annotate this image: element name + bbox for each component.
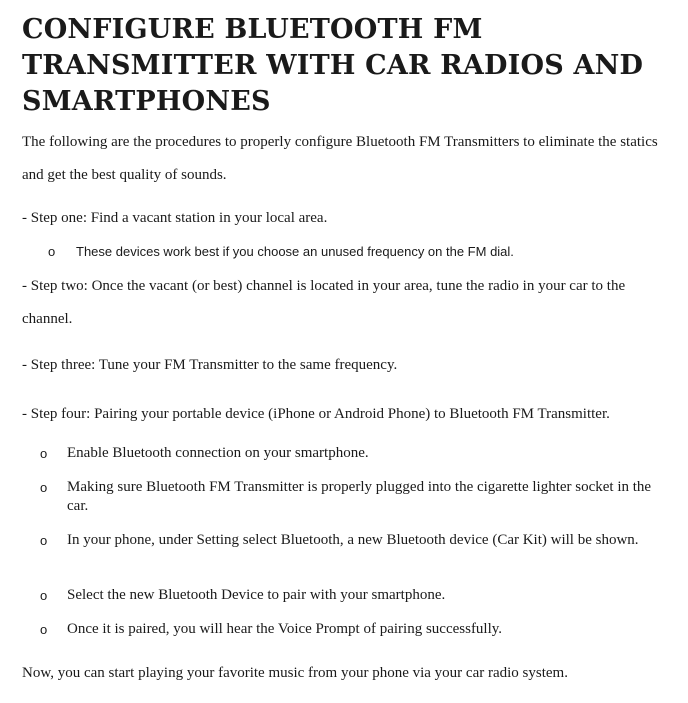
step-one-bullet-text: These devices work best if you choose an unused frequency on the FM dial.	[76, 244, 514, 259]
list-item-text: Enable Bluetooth connection on your smartphone.	[67, 445, 369, 461]
list-item-text: In your phone, under Setting select Bluetooth, a new Bluetooth device (Car Kit) will be shown.	[67, 532, 639, 548]
bullet-marker: o	[40, 446, 48, 461]
intro-paragraph: The following are the procedures to properly configure Bluetooth FM Transmitters to eliminate the statics and get the best quality of sounds.	[22, 134, 658, 183]
list-item-text: Select the new Bluetooth Device to pair with your smartphone.	[67, 587, 446, 603]
step-one-bullet	[48, 244, 514, 259]
step-four: - Step four: Pairing your portable device (iPhone or Android Phone) to Bluetooth FM Transmitter.	[22, 406, 610, 422]
step-two: - Step two: Once the vacant (or best) channel is located in your area, tune the radio in your car to the channel.	[22, 278, 626, 327]
step-three: - Step three: Tune your FM Transmitter to the same frequency.	[22, 357, 398, 373]
page-title: CONFIGURE BLUETOOTH FM TRANSMITTER WITH CAR RADIOS AND SMARTPHONES	[22, 14, 644, 117]
list-item-text: Making sure Bluetooth FM Transmitter is properly plugged into the cigarette lighter socket in the car.	[67, 479, 652, 514]
bullet-marker: o	[48, 244, 56, 259]
bullet-marker: o	[40, 480, 48, 495]
bullet-marker: o	[40, 622, 48, 637]
step-one: - Step one: Find a vacant station in your local area.	[22, 210, 328, 226]
list-item-text: Once it is paired, you will hear the Voice Prompt of pairing successfully.	[67, 621, 503, 637]
bullet-marker: o	[40, 588, 48, 603]
closing-paragraph: Now, you can start playing your favorite music from your phone via your car radio system.	[22, 665, 568, 681]
bullet-marker: o	[40, 533, 48, 548]
